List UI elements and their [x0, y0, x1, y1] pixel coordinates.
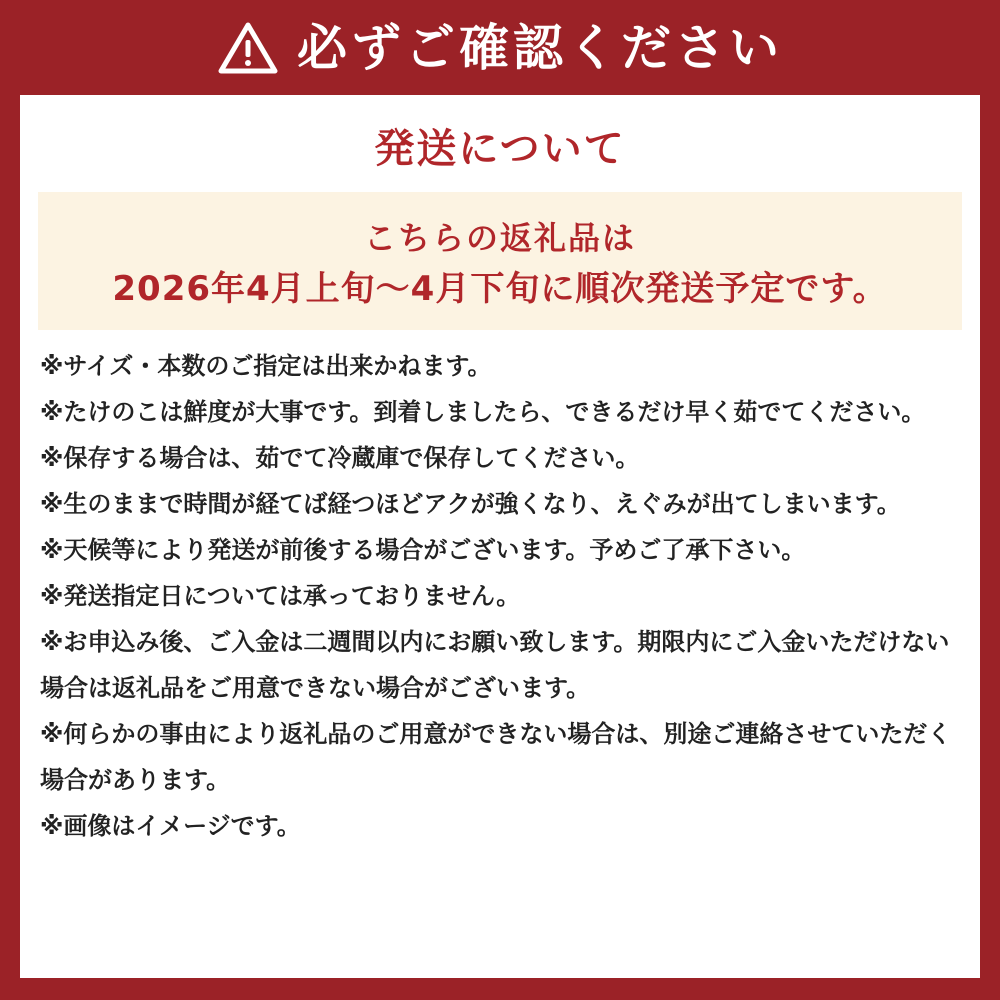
note-item: ※サイズ・本数のご指定は出来かねます。 [40, 352, 492, 380]
section-title: 発送について [374, 126, 626, 172]
notes-list [40, 343, 965, 849]
shipping-notice-box [38, 192, 962, 330]
note-item: ※保存する場合は、茹でて冷蔵庫で保存してください。 [40, 444, 640, 472]
note-item: ※天候等により発送が前後する場合がございます。予めご了承下さい。 [40, 536, 806, 564]
note-item: ※発送指定日については承っておりません。 [40, 582, 521, 610]
header-bar [0, 0, 1000, 95]
note-item: ※たけのこは鮮度が大事です。到着しましたら、できるだけ早く茹でてください。 [40, 398, 926, 426]
warning-icon [217, 20, 279, 76]
note-item: ※お申込み後、ご入金は二週間以内にお願い致します。期限内にご入金いただけない場合は返礼品をご用意できない場合がございます。 [40, 628, 950, 702]
notice-line-1: こちらの返礼品は [363, 219, 636, 257]
header-content [217, 20, 783, 76]
note-item: ※生のままで時間が経てば経つほどアクが強くなり、えぐみが出てしまいます。 [40, 490, 901, 518]
note-item: ※何らかの事由により返礼品のご用意ができない場合は、別途ご連絡させていただく場合があります。 [40, 720, 952, 794]
note-item: ※画像はイメージです。 [40, 812, 301, 840]
notice-line-2: 2026年4月上旬〜4月下旬に順次発送予定です。 [112, 269, 888, 309]
content-panel [20, 95, 980, 978]
header-title: 必ずご確認ください [297, 18, 783, 77]
